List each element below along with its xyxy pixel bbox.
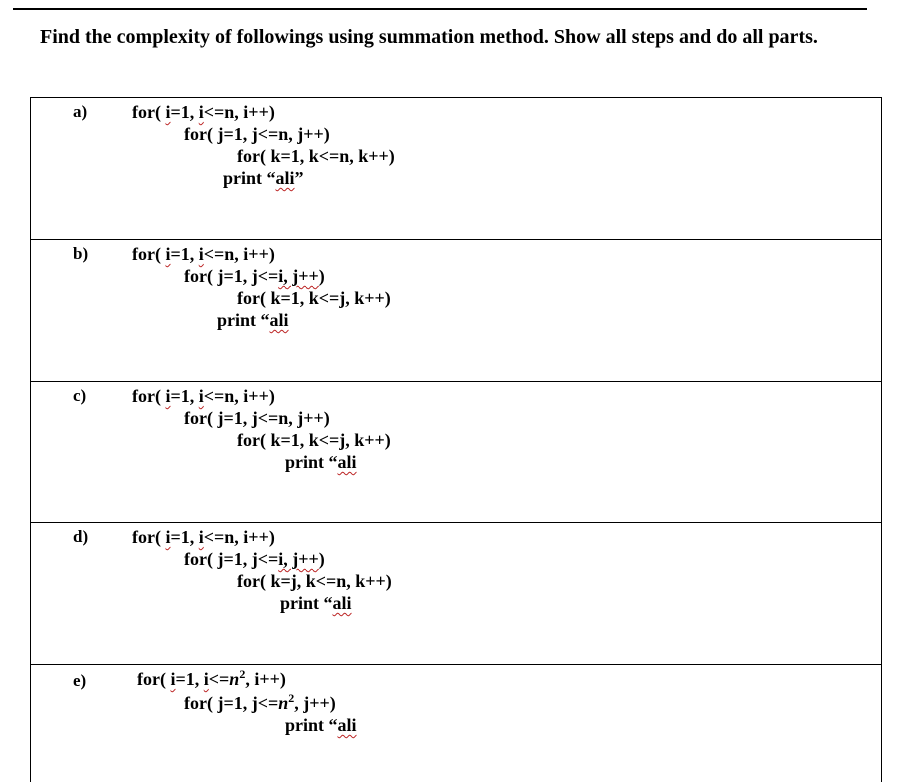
question-row-d: [31, 523, 881, 665]
code-line: print “ali: [285, 452, 357, 472]
code-line: print “ali: [285, 715, 357, 735]
code-line: for( k=1, k<=j, k++): [237, 288, 391, 308]
code-line: for( k=1, k<=n, k++): [237, 146, 395, 166]
code-line: for( k=1, k<=j, k++): [237, 430, 391, 450]
code-line: for( j=1, j<=i, j++): [184, 266, 325, 286]
code-line: print “ali”: [223, 168, 304, 188]
code-line: for( i=1, i<=n, i++): [132, 244, 275, 264]
question-row-c: [31, 382, 881, 523]
code-line: for( j=1, j<=n, j++): [184, 408, 330, 428]
code-line: for( j=1, j<=n, j++): [184, 124, 330, 144]
question-label: c): [73, 386, 87, 405]
page-title: Find the complexity of followings using summation method. Show all steps and do all parts.: [40, 26, 818, 48]
question-row-b: [31, 240, 881, 382]
question-row-e: [31, 665, 881, 783]
code-line: for( j=1, $j<=n^2$, j++): [184, 691, 336, 713]
code-line: print “ali: [217, 310, 289, 330]
question-label: b): [73, 244, 89, 263]
code-line: for( i=1, i<=n, i++): [132, 102, 275, 122]
code-line: print “ali: [280, 593, 352, 613]
question-label: e): [73, 671, 87, 690]
code-line: for( i=1, i<=n, i++): [132, 527, 275, 547]
top-rule: [13, 8, 867, 10]
code-line: for( i=1, i<=n, i++): [132, 386, 275, 406]
code-line: for( j=1, j<=i, j++): [184, 549, 325, 569]
question-label: a): [73, 102, 88, 121]
question-row-a: [31, 98, 881, 240]
question-label: d): [73, 527, 89, 546]
code-line: for( i=1, $i<=n^2$, i++): [137, 667, 286, 689]
questions-table: [30, 97, 882, 782]
code-line: for( k=j, k<=n, k++): [237, 571, 392, 591]
